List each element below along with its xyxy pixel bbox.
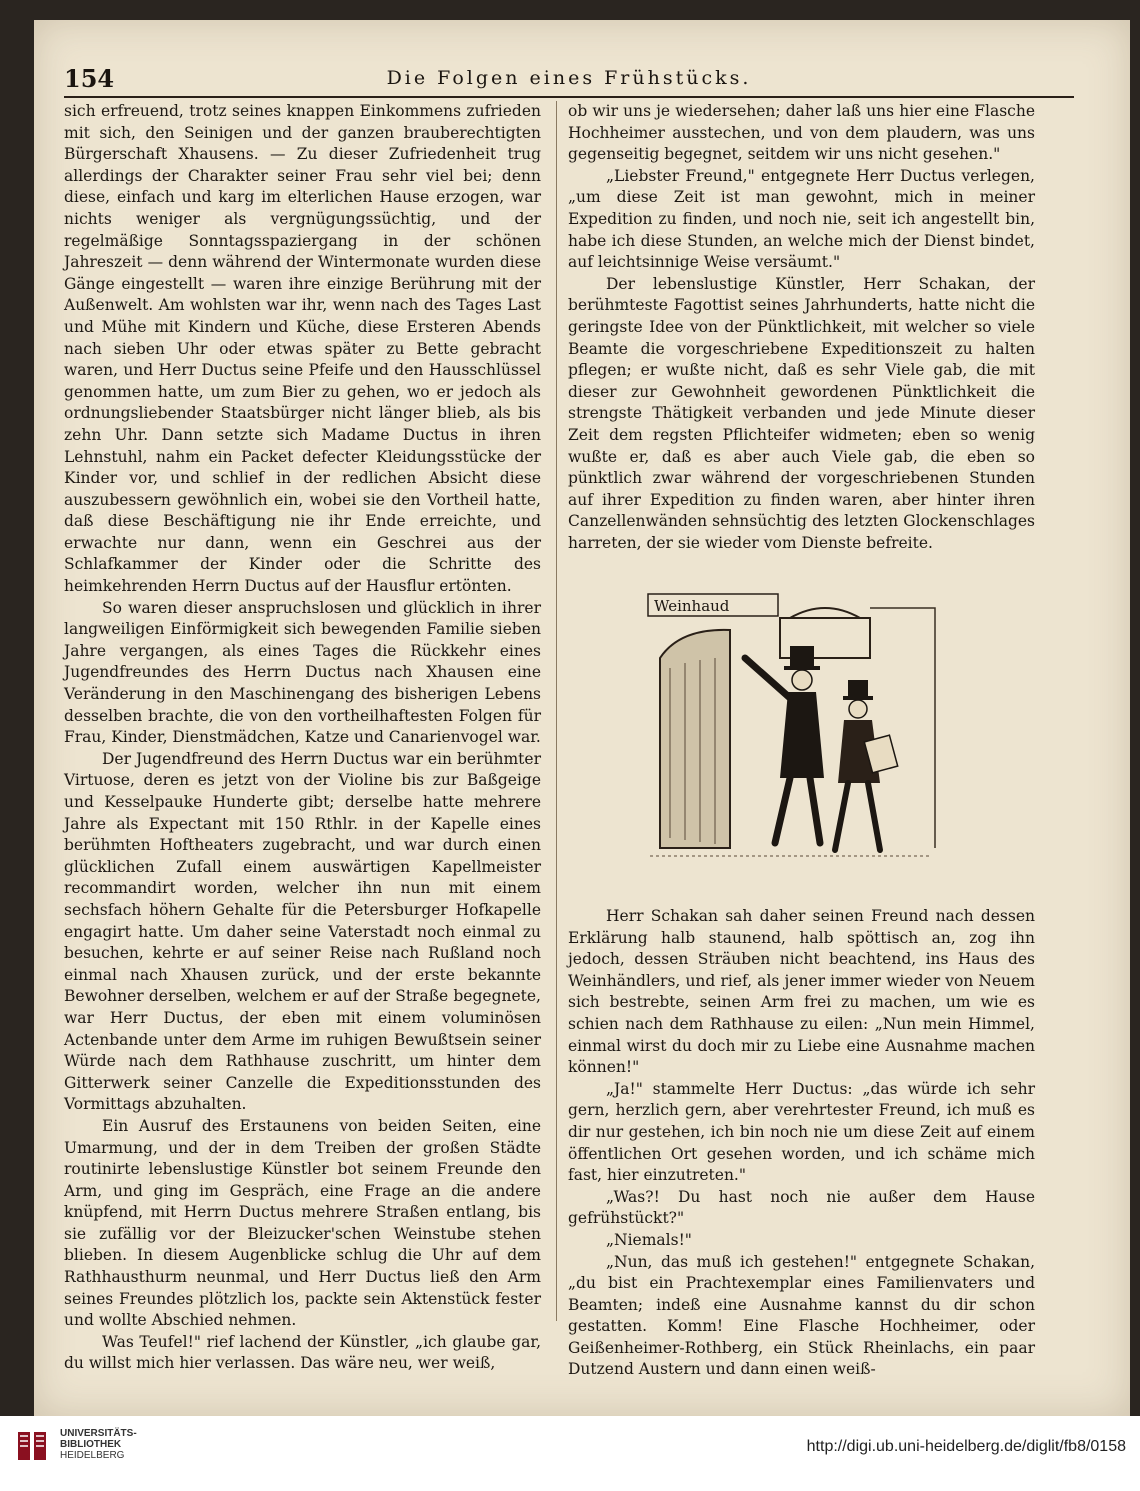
- text-column-right-bottom: [568, 906, 1035, 1381]
- university-library-logo-icon: [14, 1428, 50, 1464]
- engraving-illustration: [640, 588, 940, 868]
- text-column-left: [64, 101, 541, 1375]
- page-header: [64, 64, 1074, 94]
- paragraph: Der lebenslustige Künstler, Herr Schakan, der berühmteste Fagottist seines Jahrhunderts, hatte nicht die geringste Idee von der Pünktlichkeit, mit welcher so viele Beamte die vorgeschriebene Expeditionszeit zu halten pflegen; er wußte nicht, daß es sehr Viele gab, die mit dieser zur Gewohnheit gewordenen Pünktlichkeit die strengste Thätigkeit verbanden und jede Minute dieser Zeit dem regsten Pflichteifer widmeten; eben so wenig wußte er, daß es aber auch Viele gab, die eben so pünktlich zwar während der vorgeschriebenen Stunden auf ihrer Expedition zu finden waren, aber hinter ihren Canzellenwänden sehnsüchtig des letzten Glockenschlages harreten, der sie wieder vom Dienste befreite.: [568, 274, 1035, 552]
- header-rule: [64, 96, 1074, 98]
- paragraph: „Liebster Freund," entgegnete Herr Ductus verlegen, „um diese Zeit ist man gewohnt, mich in meiner Expedition zu finden, und noch nie, seit ich angestellt bin, habe ich diese Stunden, an welche mich der Dienst bindet, auf leichtsinnige Weise versäumt.": [568, 166, 1035, 272]
- paragraph: Ein Ausruf des Erstaunens von beiden Seiten, eine Umarmung, und der in dem Treiben der großen Städte routinirte lebenslustige Künstler bot seinem Freunde den Arm, und ging im Gespräch, eine Frage an die andere knüpfend, mit Herrn Ductus mehrere Straßen entlang, bis sie zufällig vor der Bleizucker'schen Weinstube stehen blieben. In diesem Augenblicke schlug die Uhr auf dem Rathhausthurm neunmal, und Herr Ductus ließ den Arm seines Freundes plötzlich los, packte sein Aktenstück fester und wollte Abschied nehmen.: [64, 1116, 541, 1330]
- running-title: Die Folgen eines Frühstücks.: [386, 67, 752, 89]
- top-hat-2: [848, 680, 868, 698]
- page-number: 154: [64, 64, 115, 93]
- library-line-2: BIBLIOTHEK: [60, 1439, 122, 1450]
- paragraph: „Ja!" stammelte Herr Ductus: „das würde ich sehr gern, herzlich gern, aber verehrtester Freund, ich muß es dir nur gestehen, ich bin noch nie um diese Zeit auf einem öffentlichen Ort gesehen worden, und ich schäme mich fast, hier einzutreten.": [568, 1079, 1035, 1185]
- paragraph: sich erfreuend, trotz seines knappen Einkommens zufrieden mit sich, den Seinigen und der ganzen brauberechtigten Bürgerschaft Xhausens. — Zu dieser Zufriedenheit trug allerdings der Charakter seiner Frau sehr viel bei; denn diese, einfach und karg im elterlichen Hause erzogen, war nichts weniger als vergnügungssüchtig, und der regelmäßige Sonntagsspaziergang in der schönen Jahreszeit — denn während der Wintermonate wurden diese Gänge eingestellt — waren ihre einzige Berührung mit der Außenwelt. Am wohlsten war ihr, wenn nach des Tages Last und Mühe mit Kindern und Küche, diese Ersteren Abends nach sieben Uhr oder etwas später zu Bette gebracht waren, und Herr Ductus seine Pfeife und den Hausschlüssel genommen hatte, um zum Bier zu gehen, wo er jedoch als ordnungsliebender Staatsbürger nicht länger blieb, als bis zehn Uhr. Dann setzte sich Madame Ductus in ihren Lehnstuhl, nahm ein Packet defecter Kleidungsstücke der Kinder vor, und schlief in der redlichen Absicht diese auszubessern gewöhnlich ein, wobei sie den Vortheil hatte, daß diese Beschäftigung nie ihr Ende erreichte, und erwachte nur dann, wenn ein Geschrei aus der Schlafkammer der Kinder oder die Schritte des heimkehrenden Herrn Ductus auf der Hausflur ertönten.: [64, 102, 541, 596]
- library-line-1: UNIVERSITÄTS-: [60, 1428, 137, 1439]
- paragraph: „Was?! Du hast noch nie außer dem Hause gefrühstückt?": [568, 1187, 1035, 1228]
- text-column-right-top: [568, 101, 1035, 554]
- paragraph: So waren dieser anspruchslosen und glücklich in ihrer langweiligen Einförmigkeit sich bewegenden Familie sieben Jahre vergangen, als eines Tages die Rückkehr eines Jugendfreundes des Herrn Ductus nach Xhausen eine Veränderung in den Maschinengang des bisherigen Lebens desselben brachte, die von den vortheilhaftesten Folgen für Frau, Kinder, Dienstmädchen, Katze und Canarienvogel war.: [64, 598, 541, 747]
- top-hat-1: [790, 646, 814, 668]
- paragraph: Der Jugendfreund des Herrn Ductus war ein berühmter Virtuose, deren es jetzt von der Violine bis zur Baßgeige und Kesselpauke Hunderte gibt; derselbe hatte mehrere Jahre als Expectant mit 150 Rthlr. in der Kapelle eines berühmten Hoftheaters zugebracht, und war durch einen glücklichen Zufall einem auswärtigen Kapellmeister recommandirt worden, welcher ihn nun mit einem sechsfach höhern Gehalte für die Petersburger Hofkapelle engagirt hatte. Um daher seine Vaterstadt noch einmal zu besuchen, kehrte er auf seiner Reise nach Rußland noch einmal nach Xhausen zurück, und der erste bekannte Bewohner derselben, welchem er auf der Straße begegnete, war Herr Ductus, der eben mit einem voluminösen Actenbande unter dem Arme im ruhigen Bewußtsein seiner Würde nach dem Rathhause zuschritt, um hinter dem Gitterwerk seiner Canzelle die Expeditionsstunden des Vormittags abzuhalten.: [64, 749, 541, 1114]
- paragraph: „Niemals!": [606, 1230, 692, 1249]
- head-1: [792, 670, 812, 690]
- source-url-link[interactable]: http://digi.ub.uni-heidelberg.de/diglit/fb8/0158: [806, 1438, 1126, 1455]
- paragraph: „Nun, das muß ich gestehen!" entgegnete Schakan, „du bist ein Prachtexemplar eines Familienvaters und Beamten; indeß eine Ausnahme kannst du dir schon gestatten. Komm! Eine Flasche Hochheimer, oder Geißenheimer-Rothberg, ein Stück Rheinlachs, ein paar Dutzend Austern und dann einen weiß-: [568, 1252, 1035, 1379]
- paragraph: ob wir uns je wiedersehen; daher laß uns hier eine Flasche Hochheimer ausstechen, und von dem plaudern, was uns gegenseitig begegnet, seitdem wir uns nicht gesehen.": [568, 102, 1035, 164]
- library-name: [60, 1428, 137, 1461]
- column-divider: [556, 101, 557, 1321]
- paragraph: Was Teufel!" rief lachend der Künstler, „ich glaube gar, du willst mich hier verlassen. Das wäre neu, wer weiß,: [64, 1332, 541, 1373]
- shop-sign-text: Weinhaud: [654, 597, 730, 615]
- head-2: [849, 700, 867, 718]
- library-line-3: HEIDELBERG: [60, 1450, 125, 1461]
- paragraph: Herr Schakan sah daher seinen Freund nach dessen Erklärung halb staunend, halb spöttisch an, zog ihn jedoch, dessen Sträuben nicht beachtend, ins Haus des Weinhändlers, und rief, als jener immer wieder von Neuem sich bestrebte, seinen Arm frei zu machen, um wie es schien nach dem Rathhause zu eilen: „Nun mein Himmel, einmal wirst du doch mir zu Liebe eine Ausnahme machen können!": [568, 907, 1035, 1077]
